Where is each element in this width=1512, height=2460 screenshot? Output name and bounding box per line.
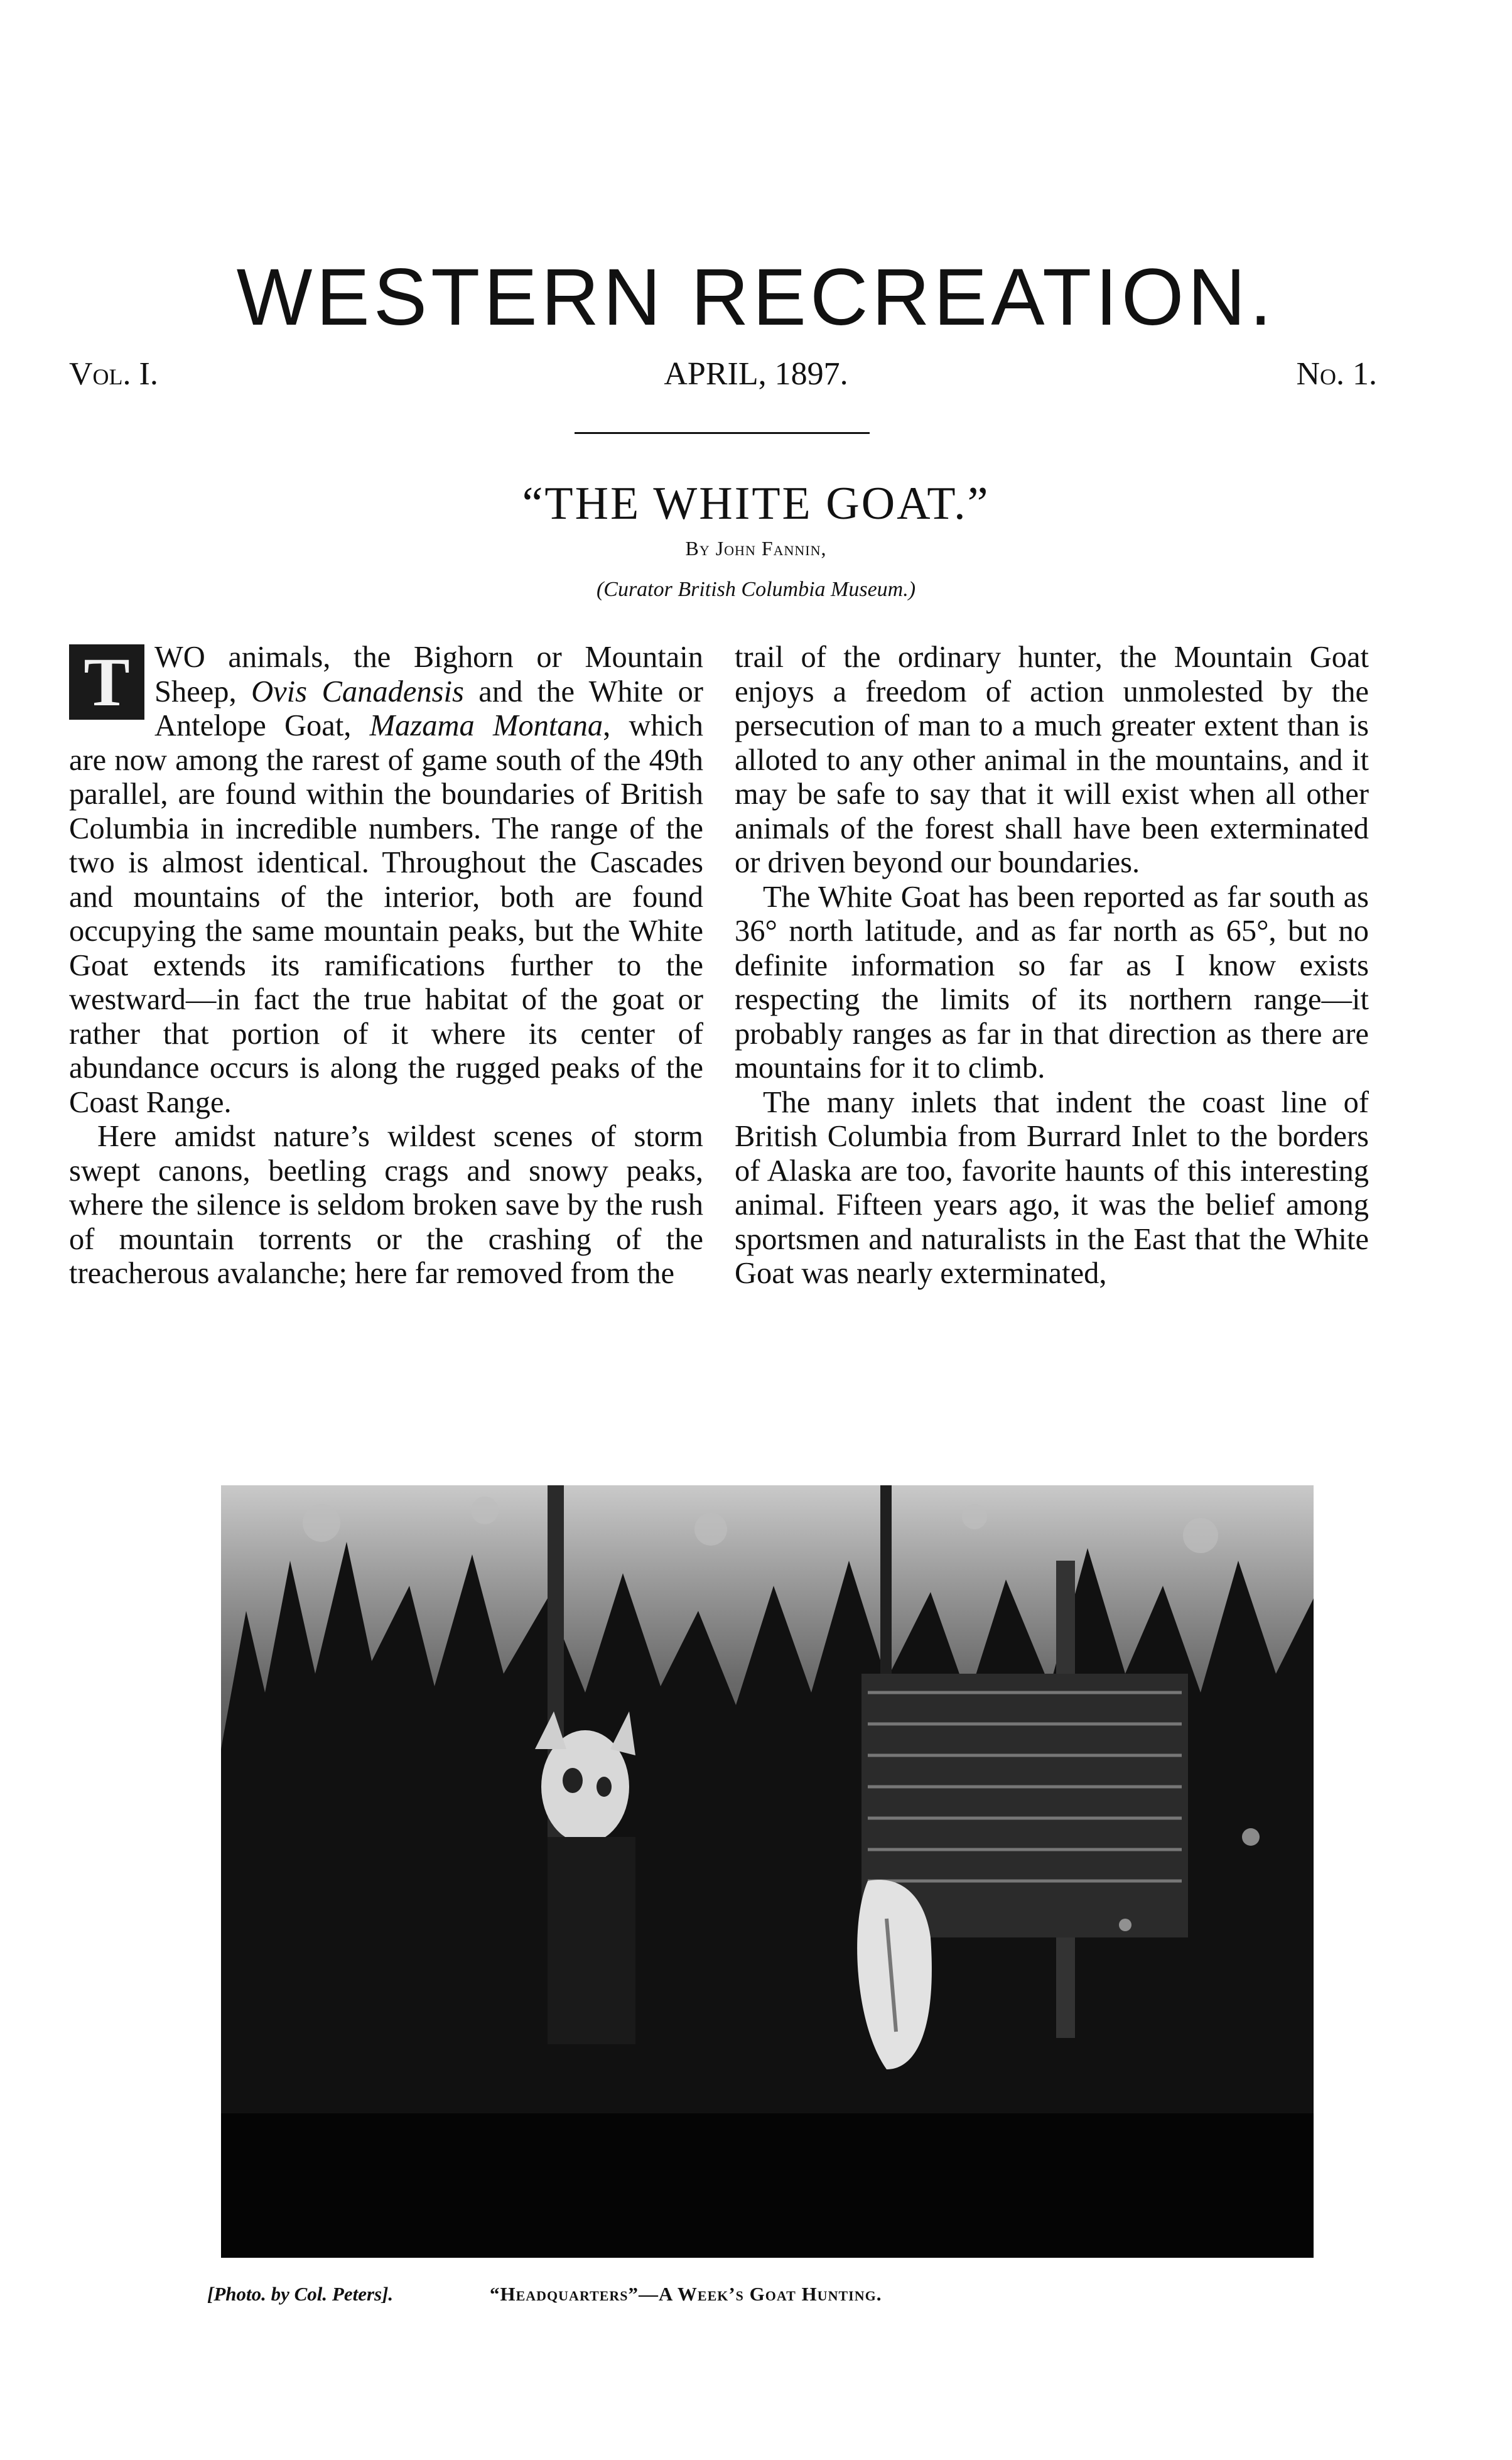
volume-label: Vol. I. [69, 356, 158, 392]
paragraph: Here amidst nature’s wildest scenes of storm swept canons, beetling crags and snowy peaks, where the silence is seldom broken save by the rush of mountain torrents or the crashing of the treacherous avalanche; here far removed from the [69, 1120, 703, 1290]
drop-cap: T [69, 644, 144, 720]
article-affiliation: (Curator British Columbia Museum.) [596, 578, 916, 601]
latin-name: Mazama Montana [369, 709, 603, 742]
latin-name: Ovis Canadensis [251, 675, 464, 708]
article-byline: By John Fannin, [685, 537, 827, 560]
header-rule [575, 432, 870, 434]
paragraph-text: WO animals, the Bighorn or Mountain Sheep, [154, 641, 703, 708]
headquarters-photo [221, 1485, 1314, 2258]
paragraph: The White Goat has been reported as far south as 36° north latitude, and as far north as 65°, but no definite information so far as I know exists respecting the limits of its northern range—it probably ranges as far in that direction as there are mountains for it to climb. [735, 880, 1369, 1085]
left-column [69, 641, 703, 1291]
paragraph-text: and the White or Antelope Goat, [154, 675, 704, 742]
masthead-title: WESTERN RECREATION. [236, 252, 1276, 342]
article-title: “THE WHITE GOAT.” [522, 478, 990, 529]
issue-number: No. 1. [1296, 356, 1377, 392]
right-column [735, 641, 1369, 1291]
paragraph: trail of the ordinary hunter, the Mountain Goat enjoys a freedom of action unmolested by the persecution of man to a much greater extent than is alloted to any other animal in the mountains, and it may be safe to say that it will exist when all other animals of the forest shall have been exterminated or driven beyond our boundaries. [735, 641, 1369, 879]
paragraph [69, 641, 703, 1120]
paragraph: The many inlets that indent the coast line of British Columbia from Burrard Inlet to the borders of Alaska are too, favorite haunts of this interesting animal. Fifteen years ago, it was the belief among sportsmen and naturalists in the East that the White Goat was nearly exterminated, [735, 1085, 1369, 1290]
paragraph-text: , which are now among the rarest of game south of the 49th parallel, are found within the boundaries of British Columbia in incredible numbers. The range of the two is almost identical. Throughout the Cascades and mountains of the interior, both are found occupying the same mountain peaks, but the White Goat extends its ramifications further to the westward—in fact the true habitat of the goat or rather that portion of it where its center of abundance occurs is along the rugged peaks of the Coast Range. [69, 709, 703, 1119]
photo-credit: [Photo. by Col. Peters]. [207, 2283, 394, 2305]
photo-caption: “Headquarters”—A Week’s Goat Hunting. [490, 2283, 882, 2305]
issue-date: APRIL, 1897. [664, 356, 848, 392]
